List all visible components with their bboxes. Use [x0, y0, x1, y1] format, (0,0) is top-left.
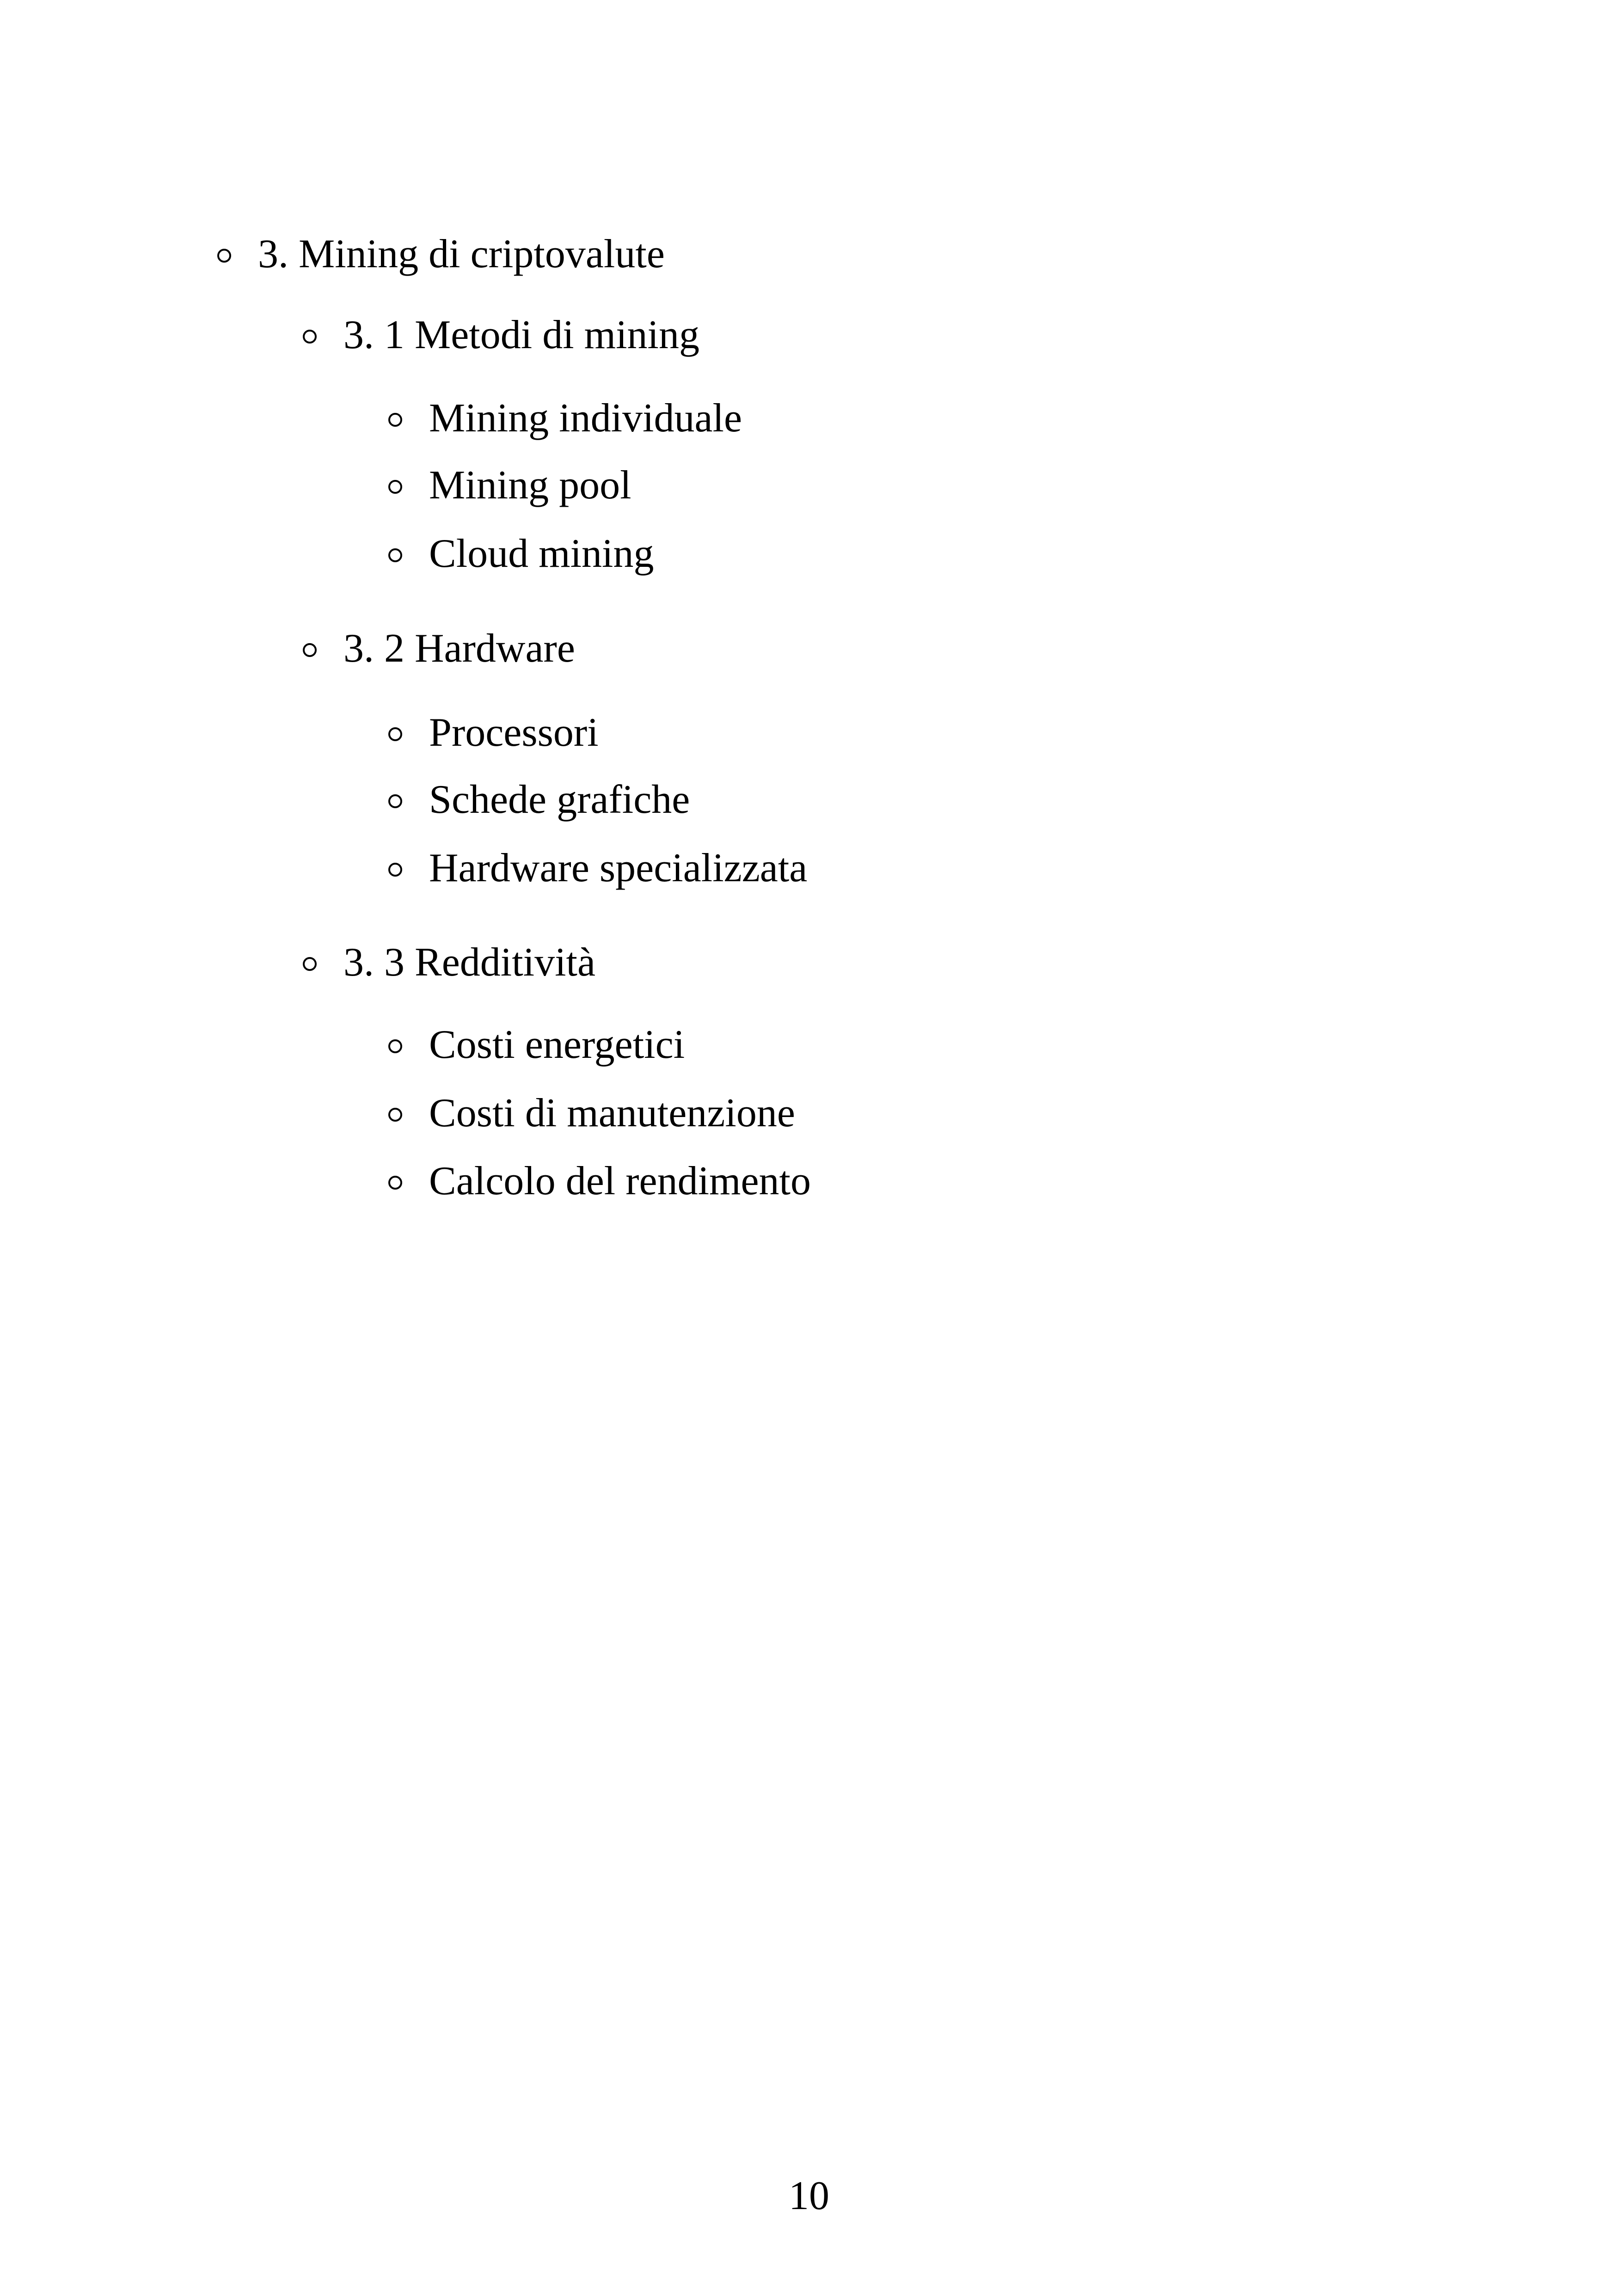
hollow-bullet-icon — [388, 794, 402, 808]
page-number: 10 — [789, 2173, 829, 2218]
hollow-bullet-icon — [303, 643, 317, 657]
outline-item-label: 3. 2 Hardware — [343, 626, 575, 671]
hollow-bullet-icon — [388, 863, 402, 877]
outline-item-label: 3. 3 Redditività — [343, 940, 596, 985]
outline-item-label: Mining pool — [429, 463, 631, 508]
outline-item-label: Cloud mining — [429, 531, 654, 576]
hollow-bullet-icon — [388, 413, 402, 427]
hollow-bullet-icon — [303, 957, 317, 971]
outline-item-label: Schede grafiche — [429, 777, 690, 822]
outline-item-label: Hardware specializzata — [429, 846, 808, 890]
outline-item-label: Calcolo del rendimento — [429, 1159, 811, 1203]
outline-item-label: 3. 1 Metodi di mining — [343, 313, 699, 357]
outline-item-label: Costi energetici — [429, 1022, 685, 1067]
hollow-bullet-icon — [388, 1108, 402, 1122]
hollow-bullet-icon — [388, 548, 402, 562]
hollow-bullet-icon — [388, 1176, 402, 1190]
outline-item-label: 3. Mining di criptovalute — [258, 232, 665, 276]
outline-item-label: Costi di manutenzione — [429, 1091, 795, 1136]
hollow-bullet-icon — [388, 1039, 402, 1053]
outline-item-label: Processori — [429, 710, 599, 755]
hollow-bullet-icon — [217, 249, 231, 263]
outline-item-label: Mining individuale — [429, 396, 742, 441]
hollow-bullet-icon — [388, 480, 402, 494]
hollow-bullet-icon — [303, 330, 317, 344]
hollow-bullet-icon — [388, 727, 402, 741]
